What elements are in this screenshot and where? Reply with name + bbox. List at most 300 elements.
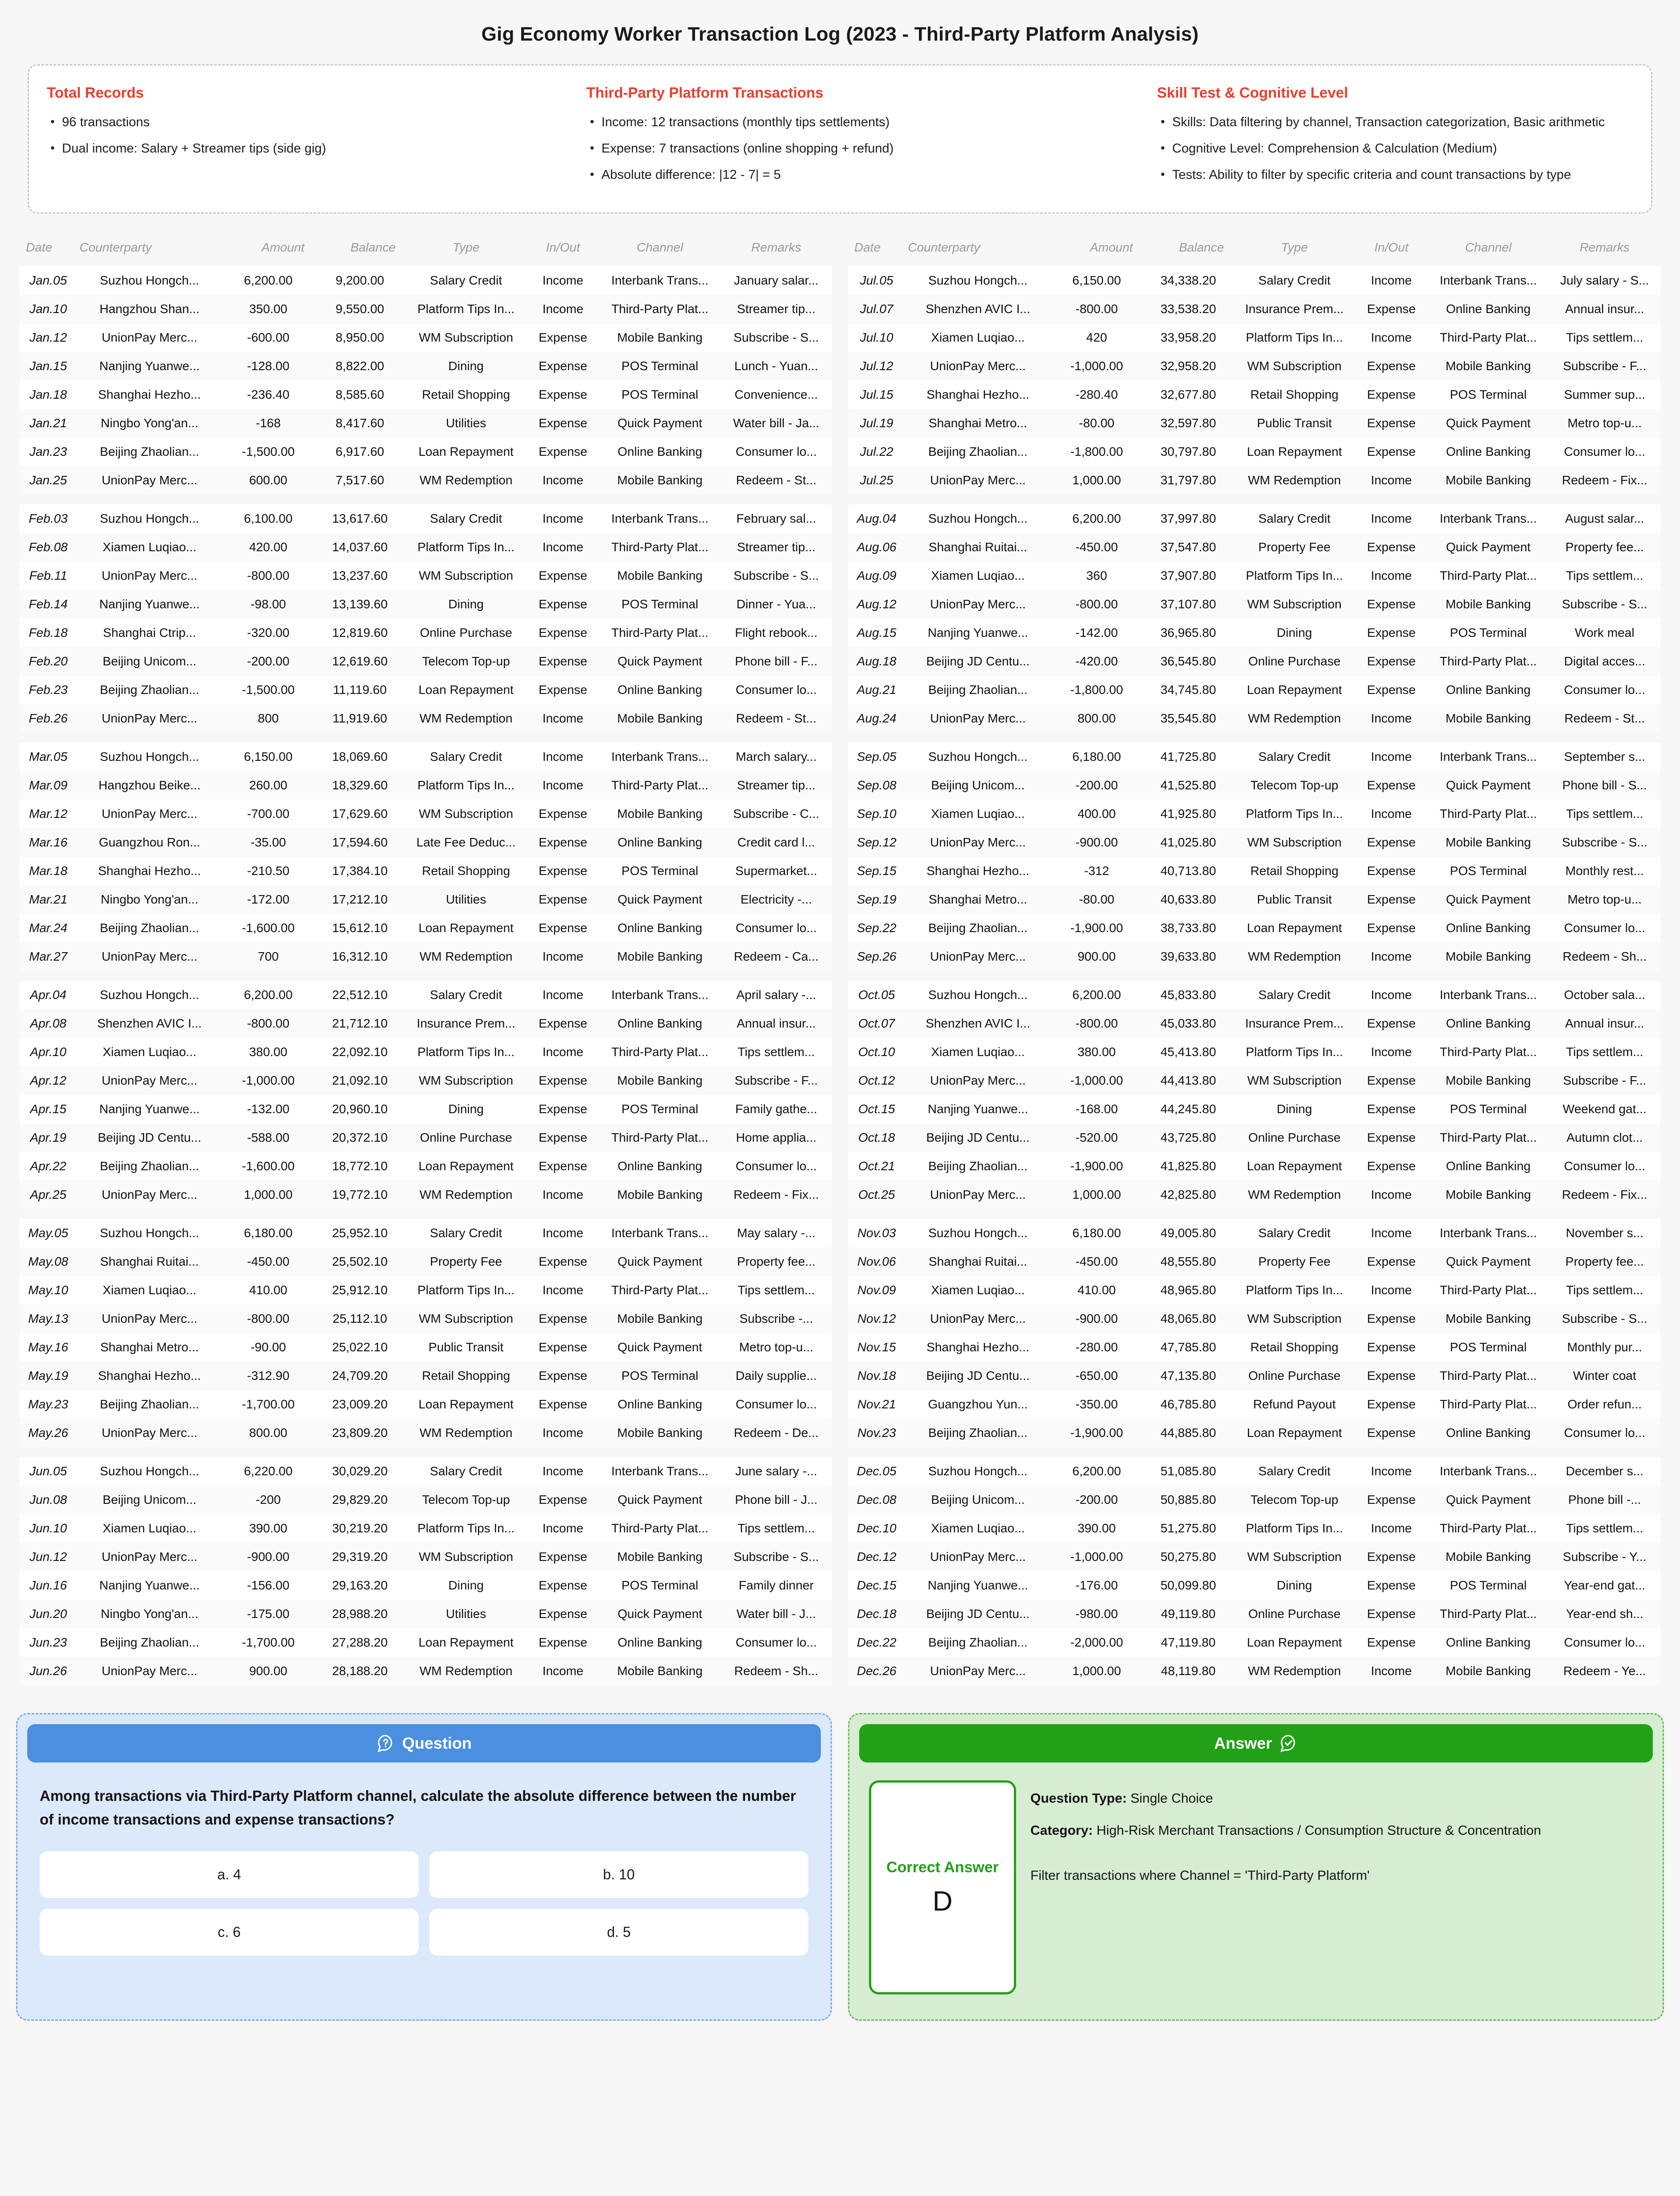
cell-inout: Expense	[1355, 1390, 1428, 1419]
cell-type: Dining	[1234, 1095, 1355, 1123]
cell-amount: -600.00	[222, 323, 314, 352]
cell-channel: Mobile Banking	[1428, 352, 1549, 380]
cell-amount: -175.00	[222, 1600, 314, 1628]
table-row[interactable]	[848, 352, 1660, 380]
cell-type: Public Transit	[405, 1333, 527, 1362]
cell-remarks: Subscribe - Y...	[1549, 1543, 1660, 1571]
table-row[interactable]	[848, 1247, 1660, 1276]
cell-counterparty: Guangzhou Yun...	[905, 1390, 1050, 1419]
table-row[interactable]	[20, 1181, 832, 1209]
table-row[interactable]	[848, 380, 1660, 409]
cell-balance: 48,965.80	[1143, 1276, 1234, 1304]
cell-date: Jan.10	[20, 295, 77, 323]
cell-channel: Mobile Banking	[599, 704, 721, 733]
cell-date: Aug.24	[848, 704, 905, 733]
cell-amount: -200.00	[1050, 771, 1143, 800]
cell-balance: 45,833.80	[1143, 981, 1234, 1009]
cell-type: WM Redemption	[405, 1657, 527, 1685]
answer-metadata	[1030, 1780, 1644, 1994]
cell-remarks: Digital acces...	[1549, 647, 1660, 676]
cell-type: WM Redemption	[405, 1419, 527, 1447]
cell-amount: -128.00	[222, 352, 314, 380]
table-row[interactable]	[848, 466, 1660, 495]
cell-inout: Expense	[1355, 533, 1428, 561]
table-row[interactable]	[848, 1095, 1660, 1123]
cell-remarks: Tips settlem...	[1549, 1038, 1660, 1066]
cell-inout: Expense	[1355, 1543, 1428, 1571]
table-row[interactable]	[20, 1123, 832, 1152]
cell-channel: Mobile Banking	[599, 323, 721, 352]
table-row[interactable]	[848, 828, 1660, 857]
table-row[interactable]	[20, 885, 832, 914]
question-panel	[16, 1713, 832, 2021]
table-row[interactable]	[848, 504, 1660, 533]
summary-list	[1157, 113, 1620, 185]
table-row[interactable]	[20, 504, 832, 533]
cell-type: Telecom Top-up	[405, 1486, 527, 1514]
option-b[interactable]: b. 10	[429, 1851, 808, 1898]
cell-inout: Income	[1355, 1514, 1428, 1543]
cell-counterparty: Shenzhen AVIC I...	[905, 1009, 1050, 1038]
table-row[interactable]	[848, 1419, 1660, 1447]
cell-balance: 31,797.80	[1143, 466, 1234, 495]
cell-channel: Mobile Banking	[1428, 942, 1549, 971]
cell-amount: 260.00	[222, 771, 314, 800]
cell-counterparty: Shenzhen AVIC I...	[905, 295, 1050, 323]
cell-balance: 48,065.80	[1143, 1304, 1234, 1333]
cell-channel: Quick Payment	[599, 885, 721, 914]
cell-balance: 47,119.80	[1143, 1628, 1234, 1657]
cell-balance: 33,538.20	[1143, 295, 1234, 323]
cell-remarks: Subscribe - S...	[721, 323, 832, 352]
cell-channel: Interbank Trans...	[599, 266, 721, 295]
cell-type: WM Subscription	[405, 1543, 527, 1571]
cell-counterparty: Xiamen Luqiao...	[905, 1276, 1050, 1304]
table-row[interactable]	[848, 1628, 1660, 1657]
table-row[interactable]	[848, 1362, 1660, 1390]
month-separator	[848, 495, 1660, 504]
cell-inout: Income	[527, 1038, 599, 1066]
table-row[interactable]	[20, 1600, 832, 1628]
option-c[interactable]: c. 6	[40, 1909, 419, 1956]
cell-balance: 37,547.80	[1143, 533, 1234, 561]
cell-type: Salary Credit	[1234, 981, 1355, 1009]
table-row[interactable]	[20, 1304, 832, 1333]
cell-channel: Third-Party Plat...	[599, 295, 721, 323]
cell-channel: Third-Party Plat...	[1428, 323, 1549, 352]
table-row[interactable]	[848, 885, 1660, 914]
correct-answer-badge	[869, 1780, 1016, 1994]
table-row[interactable]	[20, 1657, 832, 1685]
table-row[interactable]	[20, 942, 832, 971]
table-row[interactable]	[20, 647, 832, 676]
table-row[interactable]	[20, 409, 832, 438]
cell-counterparty: Xiamen Luqiao...	[905, 800, 1050, 828]
cell-remarks: Subscribe - F...	[1549, 1066, 1660, 1095]
cell-remarks: Electricity -...	[721, 885, 832, 914]
column-header-balance: Balance	[1143, 235, 1234, 266]
cell-date: May.10	[20, 1276, 77, 1304]
table-row[interactable]	[848, 857, 1660, 885]
cell-counterparty: Suzhou Hongch...	[905, 266, 1050, 295]
cell-date: Jan.18	[20, 380, 77, 409]
cell-remarks: Redeem - Ca...	[721, 942, 832, 971]
cell-balance: 32,958.20	[1143, 352, 1234, 380]
cell-counterparty: Suzhou Hongch...	[77, 266, 222, 295]
table-row[interactable]	[848, 561, 1660, 590]
column-header-balance: Balance	[314, 235, 405, 266]
cell-remarks: Subscribe - S...	[1549, 828, 1660, 857]
table-row[interactable]	[848, 1304, 1660, 1333]
cell-balance: 44,413.80	[1143, 1066, 1234, 1095]
cell-counterparty: Beijing Zhaolian...	[905, 1152, 1050, 1181]
cell-remarks: Consumer lo...	[1549, 914, 1660, 942]
cell-counterparty: Beijing Zhaolian...	[905, 914, 1050, 942]
cell-amount: 800.00	[222, 1419, 314, 1447]
table-row[interactable]	[848, 981, 1660, 1009]
cell-balance: 44,245.80	[1143, 1095, 1234, 1123]
cell-type: WM Subscription	[405, 561, 527, 590]
cell-channel: Third-Party Plat...	[1428, 1514, 1549, 1543]
table-row[interactable]	[20, 914, 832, 942]
cell-inout: Expense	[527, 352, 599, 380]
cell-balance: 28,188.20	[314, 1657, 405, 1685]
cell-remarks: August salar...	[1549, 504, 1660, 533]
table-row[interactable]	[20, 295, 832, 323]
table-row[interactable]	[20, 561, 832, 590]
table-row[interactable]	[20, 1247, 832, 1276]
table-row[interactable]	[20, 1276, 832, 1304]
cell-counterparty: Xiamen Luqiao...	[77, 533, 222, 561]
cell-remarks: Consumer lo...	[721, 914, 832, 942]
cell-amount: -320.00	[222, 619, 314, 647]
cell-balance: 6,917.60	[314, 438, 405, 466]
table-row[interactable]	[848, 1038, 1660, 1066]
cell-date: Nov.03	[848, 1219, 905, 1247]
cell-inout: Expense	[527, 438, 599, 466]
table-row[interactable]	[20, 323, 832, 352]
cell-amount: 6,200.00	[1050, 981, 1143, 1009]
table-row[interactable]	[20, 1362, 832, 1390]
cell-balance: 13,237.60	[314, 561, 405, 590]
cell-counterparty: Suzhou Hongch...	[905, 981, 1050, 1009]
cell-balance: 29,319.20	[314, 1543, 405, 1571]
cell-inout: Expense	[527, 409, 599, 438]
table-row[interactable]	[20, 1152, 832, 1181]
cell-inout: Income	[527, 1457, 599, 1486]
table-row[interactable]	[20, 1457, 832, 1486]
cell-inout: Expense	[527, 885, 599, 914]
cell-counterparty: UnionPay Merc...	[77, 942, 222, 971]
cell-inout: Income	[1355, 1657, 1428, 1685]
table-row[interactable]	[20, 266, 832, 295]
cell-balance: 15,612.10	[314, 914, 405, 942]
table-row[interactable]	[848, 295, 1660, 323]
table-row[interactable]	[848, 1066, 1660, 1095]
table-row[interactable]	[20, 704, 832, 733]
table-row[interactable]	[20, 1095, 832, 1123]
table-row[interactable]	[848, 1219, 1660, 1247]
cell-amount: -200	[222, 1486, 314, 1514]
cell-remarks: Family gathe...	[721, 1095, 832, 1123]
cell-channel: Mobile Banking	[1428, 466, 1549, 495]
cell-remarks: December s...	[1549, 1457, 1660, 1486]
cell-channel: Mobile Banking	[599, 1181, 721, 1209]
cell-type: Insurance Prem...	[1234, 295, 1355, 323]
cell-inout: Expense	[1355, 676, 1428, 704]
cell-amount: -450.00	[222, 1247, 314, 1276]
table-row[interactable]	[20, 1390, 832, 1419]
cell-date: Aug.09	[848, 561, 905, 590]
cell-type: Salary Credit	[405, 1457, 527, 1486]
month-separator-cell	[20, 1447, 832, 1457]
cell-channel: Interbank Trans...	[1428, 266, 1549, 295]
cell-date: Jan.23	[20, 438, 77, 466]
column-header-date: Date	[20, 235, 77, 266]
table-row[interactable]	[20, 590, 832, 619]
table-row[interactable]	[20, 981, 832, 1009]
table-row[interactable]	[20, 533, 832, 561]
cell-date: Oct.21	[848, 1152, 905, 1181]
cell-balance: 45,033.80	[1143, 1009, 1234, 1038]
cell-inout: Income	[527, 1219, 599, 1247]
cell-remarks: Metro top-u...	[1549, 409, 1660, 438]
cell-channel: POS Terminal	[599, 590, 721, 619]
cell-channel: POS Terminal	[599, 857, 721, 885]
cell-balance: 8,822.00	[314, 352, 405, 380]
cell-type: Retail Shopping	[405, 380, 527, 409]
cell-channel: Third-Party Plat...	[599, 771, 721, 800]
cell-date: Feb.14	[20, 590, 77, 619]
cell-date: May.23	[20, 1390, 77, 1419]
table-row[interactable]	[848, 1514, 1660, 1543]
table-row[interactable]	[848, 409, 1660, 438]
cell-amount: 900.00	[1050, 942, 1143, 971]
cell-type: Salary Credit	[1234, 1457, 1355, 1486]
cell-inout: Income	[1355, 561, 1428, 590]
cell-remarks: March salary...	[721, 743, 832, 771]
cell-amount: -800.00	[222, 1009, 314, 1038]
cell-type: WM Redemption	[405, 704, 527, 733]
table-row[interactable]	[848, 266, 1660, 295]
table-row[interactable]	[20, 1066, 832, 1095]
cell-counterparty: Xiamen Luqiao...	[905, 561, 1050, 590]
table-row[interactable]	[20, 1571, 832, 1600]
cell-amount: 360	[1050, 561, 1143, 590]
cell-inout: Expense	[1355, 1066, 1428, 1095]
table-row[interactable]	[20, 800, 832, 828]
table-row[interactable]	[848, 533, 1660, 561]
table-row[interactable]	[848, 914, 1660, 942]
cell-date: Jul.12	[848, 352, 905, 380]
table-row[interactable]	[848, 1657, 1660, 1685]
column-header-inout: In/Out	[527, 235, 599, 266]
table-row[interactable]	[848, 1457, 1660, 1486]
cell-channel: Online Banking	[1428, 1009, 1549, 1038]
table-row[interactable]	[20, 1009, 832, 1038]
cell-date: May.19	[20, 1362, 77, 1390]
cell-type: Online Purchase	[1234, 1600, 1355, 1628]
table-row[interactable]	[20, 466, 832, 495]
table-row[interactable]	[848, 590, 1660, 619]
table-row[interactable]	[848, 704, 1660, 733]
option-a[interactable]: a. 4	[40, 1851, 419, 1898]
table-row[interactable]	[20, 676, 832, 704]
cell-channel: Interbank Trans...	[1428, 743, 1549, 771]
table-row[interactable]	[20, 1419, 832, 1447]
cell-counterparty: Beijing Zhaolian...	[77, 914, 222, 942]
cell-date: Apr.08	[20, 1009, 77, 1038]
cell-inout: Expense	[527, 1543, 599, 1571]
cell-inout: Expense	[527, 800, 599, 828]
cell-counterparty: Ningbo Yong'an...	[77, 409, 222, 438]
cell-balance: 29,163.20	[314, 1571, 405, 1600]
table-row[interactable]	[20, 1219, 832, 1247]
cell-remarks: Daily supplie...	[721, 1362, 832, 1390]
cell-inout: Income	[527, 295, 599, 323]
cell-type: Loan Repayment	[1234, 1628, 1355, 1657]
cell-channel: Third-Party Plat...	[1428, 1390, 1549, 1419]
cell-type: Salary Credit	[1234, 266, 1355, 295]
cell-type: Dining	[405, 1095, 527, 1123]
cell-inout: Expense	[1355, 1304, 1428, 1333]
cell-channel: Interbank Trans...	[1428, 1219, 1549, 1247]
cell-remarks: Phone bill - S...	[1549, 771, 1660, 800]
cell-balance: 21,712.10	[314, 1009, 405, 1038]
table-row[interactable]	[848, 1486, 1660, 1514]
table-row[interactable]	[848, 1181, 1660, 1209]
table-row[interactable]	[848, 743, 1660, 771]
cell-counterparty: Ningbo Yong'an...	[77, 1600, 222, 1628]
table-row[interactable]	[848, 1543, 1660, 1571]
table-row[interactable]	[20, 1514, 832, 1543]
summary-card	[28, 64, 1652, 214]
cell-remarks: Property fee...	[721, 1247, 832, 1276]
column-header-channel: Channel	[599, 235, 721, 266]
cell-balance: 20,372.10	[314, 1123, 405, 1152]
cell-remarks: February sal...	[721, 504, 832, 533]
cell-remarks: June salary -...	[721, 1457, 832, 1486]
cell-inout: Expense	[1355, 647, 1428, 676]
table-row[interactable]	[848, 619, 1660, 647]
table-row[interactable]	[20, 1486, 832, 1514]
cell-channel: Mobile Banking	[1428, 828, 1549, 857]
cell-channel: Quick Payment	[1428, 1247, 1549, 1276]
cell-balance: 37,907.80	[1143, 561, 1234, 590]
month-separator	[20, 971, 832, 981]
table-row[interactable]	[20, 1628, 832, 1657]
table-row[interactable]	[20, 1333, 832, 1362]
table-row[interactable]	[20, 619, 832, 647]
cell-remarks: Monthly pur...	[1549, 1333, 1660, 1362]
cell-amount: -1,500.00	[222, 676, 314, 704]
cell-channel: POS Terminal	[599, 1571, 721, 1600]
cell-remarks: Water bill - J...	[721, 1600, 832, 1628]
summary-item: • 96 transactions	[62, 113, 573, 132]
month-separator-cell	[848, 971, 1660, 981]
cell-amount: 6,100.00	[222, 504, 314, 533]
table-row[interactable]	[848, 800, 1660, 828]
cell-inout: Income	[527, 504, 599, 533]
table-row[interactable]	[848, 1571, 1660, 1600]
transaction-table-right-wrapper	[840, 235, 1668, 1685]
cell-type: Platform Tips In...	[405, 1514, 527, 1543]
table-row[interactable]	[848, 438, 1660, 466]
cell-inout: Expense	[527, 1390, 599, 1419]
month-separator	[848, 733, 1660, 743]
table-row[interactable]	[848, 1276, 1660, 1304]
cell-date: Jun.26	[20, 1657, 77, 1685]
cell-balance: 36,965.80	[1143, 619, 1234, 647]
table-row[interactable]	[20, 771, 832, 800]
cell-date: Jul.05	[848, 266, 905, 295]
table-row[interactable]	[848, 676, 1660, 704]
summary-column-third-party-transactions	[586, 84, 1157, 192]
table-row[interactable]	[848, 1009, 1660, 1038]
transaction-tables	[0, 214, 1680, 1697]
table-row[interactable]	[20, 1038, 832, 1066]
table-row[interactable]	[848, 647, 1660, 676]
table-row[interactable]	[848, 771, 1660, 800]
table-row[interactable]	[20, 828, 832, 857]
cell-remarks: Consumer lo...	[721, 1628, 832, 1657]
table-row[interactable]	[848, 1600, 1660, 1628]
cell-counterparty: UnionPay Merc...	[905, 942, 1050, 971]
table-row[interactable]	[20, 438, 832, 466]
cell-date: Oct.05	[848, 981, 905, 1009]
cell-date: Aug.21	[848, 676, 905, 704]
cell-balance: 7,517.60	[314, 466, 405, 495]
table-row[interactable]	[848, 1333, 1660, 1362]
table-row[interactable]	[20, 380, 832, 409]
cell-amount: 420.00	[222, 533, 314, 561]
table-row[interactable]	[848, 323, 1660, 352]
cell-date: Jan.21	[20, 409, 77, 438]
cell-inout: Expense	[1355, 380, 1428, 409]
cell-counterparty: Beijing Zhaolian...	[905, 438, 1050, 466]
cell-counterparty: Shanghai Ruitai...	[77, 1247, 222, 1276]
month-separator-cell	[20, 1209, 832, 1219]
summary-column-skill-test	[1157, 84, 1633, 192]
cell-inout: Income	[1355, 1276, 1428, 1304]
table-row[interactable]	[20, 743, 832, 771]
cell-channel: Quick Payment	[599, 1600, 721, 1628]
cell-remarks: Credit card l...	[721, 828, 832, 857]
table-row[interactable]	[20, 857, 832, 885]
table-row[interactable]	[20, 352, 832, 380]
cell-counterparty: Shanghai Metro...	[905, 885, 1050, 914]
option-d[interactable]: d. 5	[429, 1909, 808, 1956]
cell-date: Dec.15	[848, 1571, 905, 1600]
cell-inout: Expense	[1355, 1571, 1428, 1600]
cell-counterparty: UnionPay Merc...	[905, 590, 1050, 619]
cell-channel: Online Banking	[1428, 438, 1549, 466]
cell-date: Aug.15	[848, 619, 905, 647]
cell-remarks: Subscribe -...	[721, 1304, 832, 1333]
table-row[interactable]	[848, 942, 1660, 971]
table-row[interactable]	[848, 1152, 1660, 1181]
table-row[interactable]	[848, 1390, 1660, 1419]
cell-inout: Expense	[1355, 1628, 1428, 1657]
table-row[interactable]	[20, 1543, 832, 1571]
table-row[interactable]	[848, 1123, 1660, 1152]
cell-date: Mar.12	[20, 800, 77, 828]
cell-channel: Online Banking	[599, 828, 721, 857]
cell-remarks: Subscribe - F...	[1549, 352, 1660, 380]
cell-type: Utilities	[405, 409, 527, 438]
summary-item: • Absolute difference: |12 - 7| = 5	[601, 165, 1144, 185]
cell-type: WM Redemption	[1234, 704, 1355, 733]
